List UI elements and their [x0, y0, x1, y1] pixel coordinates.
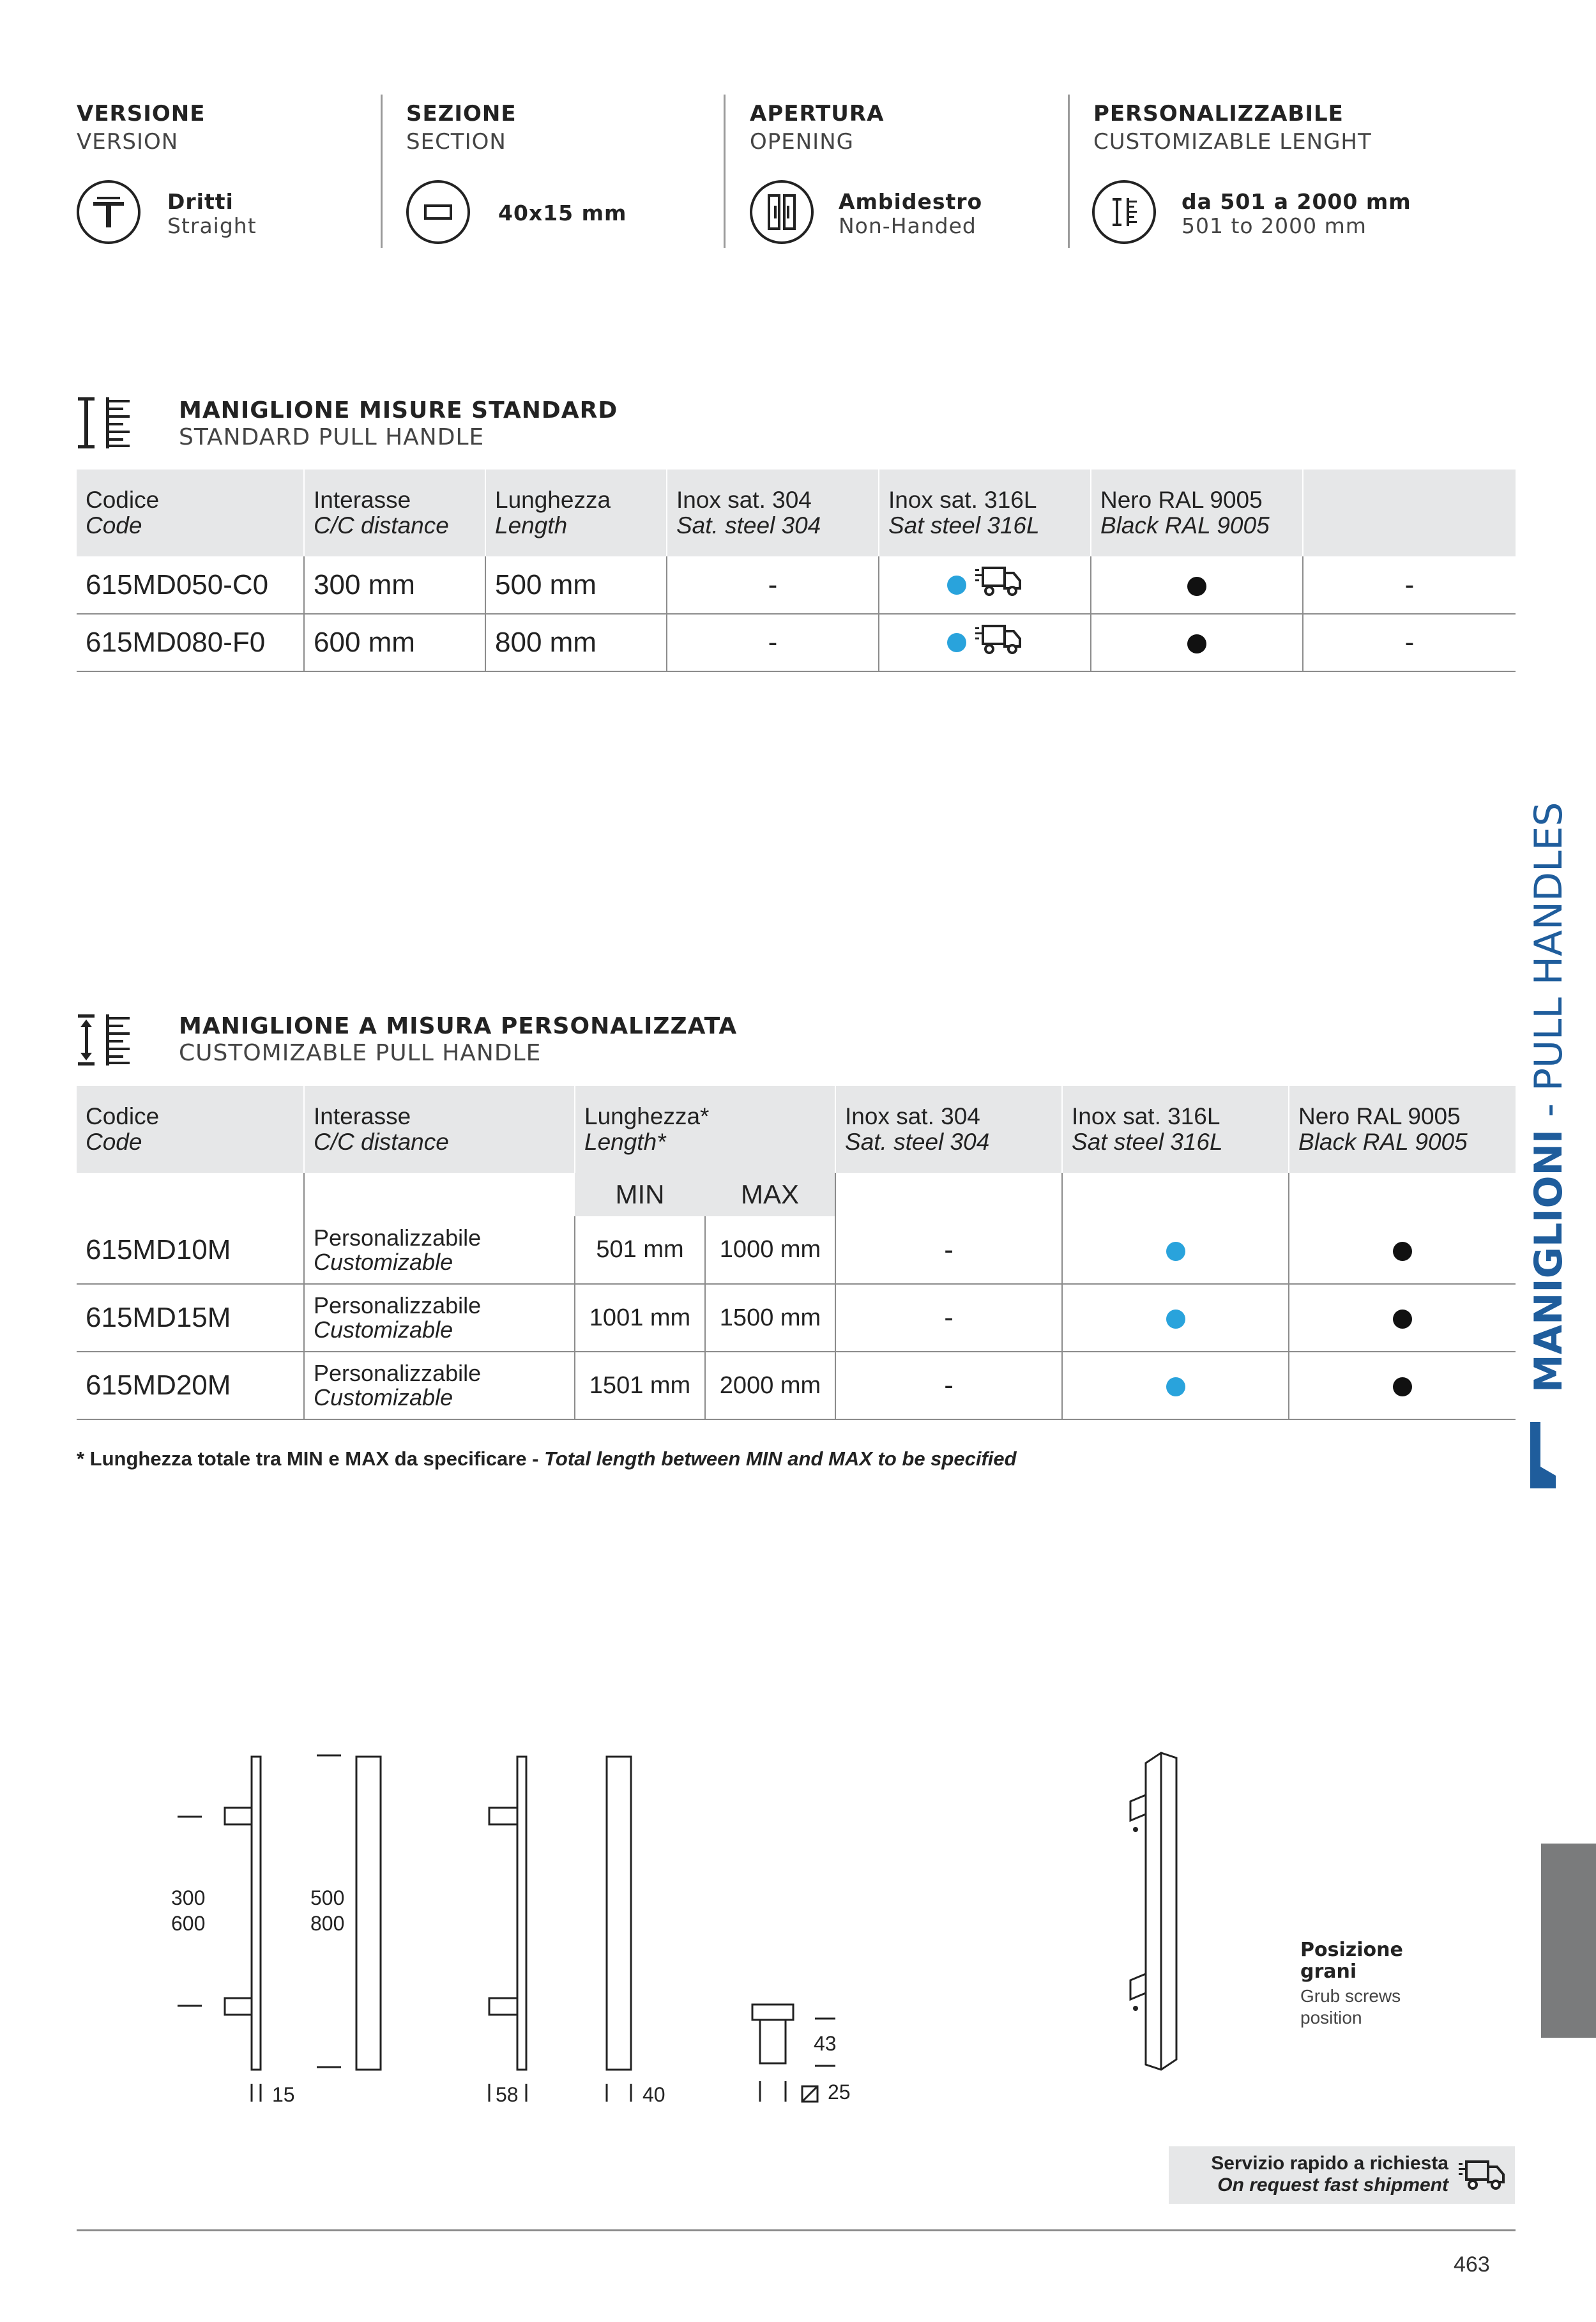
custom-subtitle: CUSTOMIZABLE PULL HANDLE — [179, 1040, 542, 1066]
cell-316 — [1062, 1284, 1289, 1352]
cell-304: - — [835, 1284, 1062, 1352]
cell-extra: - — [1303, 614, 1516, 671]
divider — [381, 95, 383, 248]
cell-316 — [879, 614, 1091, 671]
spec-version-subtitle: VERSION — [77, 129, 179, 155]
col-header: Lunghezza Length — [485, 470, 667, 556]
cell-black — [1289, 1284, 1516, 1352]
table-row — [77, 614, 1516, 671]
table-row — [77, 1352, 1516, 1419]
truck-icon — [1457, 2160, 1506, 2193]
col-header: Lunghezza* Length* — [575, 1086, 835, 1173]
cell-code: 615MD15M — [77, 1284, 304, 1352]
spec-section-value: 40x15 mm — [498, 201, 627, 225]
cell-304: - — [667, 556, 879, 614]
min-label: MIN — [575, 1173, 705, 1216]
col-header: Inox sat. 304 Sat. steel 304 — [835, 1086, 1062, 1173]
availability-dot — [1393, 1242, 1412, 1261]
dim-25: 25 — [828, 2081, 851, 2104]
cell-304: - — [667, 614, 879, 671]
cell-max: 1000 mm — [705, 1216, 835, 1284]
availability-dot — [1166, 1310, 1185, 1329]
page-number: 463 — [1454, 2252, 1490, 2277]
cell-316 — [1062, 1352, 1289, 1419]
cell-code: 615MD20M — [77, 1352, 304, 1419]
brand-mark — [1530, 1422, 1556, 1488]
cell-code: 615MD050-C0 — [77, 556, 304, 614]
spec-section-subtitle: SECTION — [406, 129, 506, 155]
col-header: Nero RAL 9005 Black RAL 9005 — [1091, 470, 1303, 556]
availability-dot — [1187, 577, 1206, 596]
col-header: Interasse C/C distance — [304, 470, 485, 556]
divider — [724, 95, 726, 248]
max-label: MAX — [705, 1173, 835, 1216]
col-header: Inox sat. 316L Sat steel 316L — [1062, 1086, 1289, 1173]
cell-black — [1289, 1216, 1516, 1284]
page-tab — [1541, 1844, 1596, 2038]
custom-ruler-icon — [78, 1014, 133, 1069]
table-header-row — [77, 1086, 1516, 1173]
dim-15: 15 — [272, 2083, 295, 2106]
spec-opening-value-en: Non-Handed — [839, 213, 977, 238]
spec-opening-title: APERTURA — [750, 101, 885, 126]
cell-304: - — [835, 1352, 1062, 1419]
side-category-label: MANIGLIONI - PULL HANDLES — [1526, 802, 1571, 1393]
dim-40: 40 — [642, 2083, 665, 2106]
footer-rule — [77, 2229, 1516, 2231]
shipping-line-1: Servizio rapido a richiesta — [1211, 2153, 1448, 2174]
spec-custom-subtitle: CUSTOMIZABLE LENGHT — [1093, 129, 1372, 155]
cell-extra: - — [1303, 556, 1516, 614]
cell-length: 500 mm — [485, 556, 667, 614]
divider — [1068, 95, 1070, 248]
cell-black — [1091, 556, 1303, 614]
custom-table — [77, 1086, 1516, 1420]
availability-dot — [947, 633, 966, 652]
spec-version-value: Dritti — [167, 189, 234, 214]
spec-custom-value-en: 501 to 2000 mm — [1182, 213, 1367, 238]
standard-table — [77, 470, 1516, 672]
cell-code: 615MD080-F0 — [77, 614, 304, 671]
cell-length: 800 mm — [485, 614, 667, 671]
cell-316 — [1062, 1216, 1289, 1284]
spec-section-title: SEZIONE — [406, 101, 517, 126]
shipping-line-2: On request fast shipment — [1217, 2174, 1448, 2196]
cell-min: 1001 mm — [575, 1284, 705, 1352]
dim-len-800: 800 — [310, 1912, 345, 1935]
table-header-row — [77, 470, 1516, 556]
spec-version-title: VERSIONE — [77, 101, 206, 126]
cell-black — [1289, 1352, 1516, 1419]
rectangle-section-icon — [406, 180, 470, 244]
straight-version-icon — [77, 180, 141, 244]
cell-min: 501 mm — [575, 1216, 705, 1284]
spec-opening-subtitle: OPENING — [750, 129, 854, 155]
cell-black — [1091, 614, 1303, 671]
technical-drawing — [0, 1725, 1277, 2134]
dim-43: 43 — [814, 2032, 837, 2055]
availability-dot — [1166, 1242, 1185, 1261]
col-header: Nero RAL 9005 Black RAL 9005 — [1289, 1086, 1516, 1173]
standard-ruler-icon — [78, 397, 133, 452]
cell-cc: Personalizzabile Customizable — [304, 1352, 575, 1419]
ruler-length-icon — [1092, 180, 1156, 244]
col-header: Codice Code — [77, 470, 304, 556]
truck-icon — [974, 567, 1022, 603]
cell-code: 615MD10M — [77, 1216, 304, 1284]
dim-58: 58 — [496, 2083, 519, 2106]
table-row — [77, 1284, 1516, 1352]
col-header: Codice Code — [77, 1086, 304, 1173]
availability-dot — [1393, 1310, 1412, 1329]
min-max-row — [77, 1173, 1516, 1216]
cell-316 — [879, 556, 1091, 614]
cell-min: 1501 mm — [575, 1352, 705, 1419]
length-note: * Lunghezza totale tra MIN e MAX da specificare - Total length between MIN and MAX to be specified — [77, 1447, 1017, 1470]
cell-max: 2000 mm — [705, 1352, 835, 1419]
table-row — [77, 1216, 1516, 1284]
grub-title: Posizione grani — [1300, 1939, 1403, 1983]
cell-304: - — [835, 1216, 1062, 1284]
custom-title: MANIGLIONE A MISURA PERSONALIZZATA — [179, 1013, 738, 1039]
double-door-icon — [750, 180, 814, 244]
cell-cc: 300 mm — [304, 556, 485, 614]
cell-cc: 600 mm — [304, 614, 485, 671]
availability-dot — [1393, 1377, 1412, 1396]
table-row — [77, 556, 1516, 614]
col-header: Interasse C/C distance — [304, 1086, 575, 1173]
spec-version-value-en: Straight — [167, 213, 257, 238]
dim-len-500: 500 — [310, 1886, 345, 1909]
standard-title: MANIGLIONE MISURE STANDARD — [179, 397, 618, 424]
availability-dot — [947, 576, 966, 595]
dim-cc-600: 600 — [171, 1912, 206, 1935]
cell-cc: Personalizzabile Customizable — [304, 1216, 575, 1284]
availability-dot — [1187, 634, 1206, 653]
col-header: Inox sat. 316L Sat steel 316L — [879, 470, 1091, 556]
truck-icon — [974, 625, 1022, 661]
spec-opening-value: Ambidestro — [839, 189, 983, 214]
dim-cc-300: 300 — [171, 1886, 206, 1909]
grub-subtitle: Grub screws position — [1300, 1986, 1401, 2028]
cell-max: 1500 mm — [705, 1284, 835, 1352]
col-header — [1303, 470, 1516, 556]
spec-custom-value: da 501 a 2000 mm — [1182, 189, 1411, 214]
spec-custom-title: PERSONALIZZABILE — [1093, 101, 1344, 126]
col-header: Inox sat. 304 Sat. steel 304 — [667, 470, 879, 556]
standard-subtitle: STANDARD PULL HANDLE — [179, 424, 485, 450]
fast-shipping-badge — [1169, 2146, 1515, 2204]
cell-cc: Personalizzabile Customizable — [304, 1284, 575, 1352]
availability-dot — [1166, 1377, 1185, 1396]
